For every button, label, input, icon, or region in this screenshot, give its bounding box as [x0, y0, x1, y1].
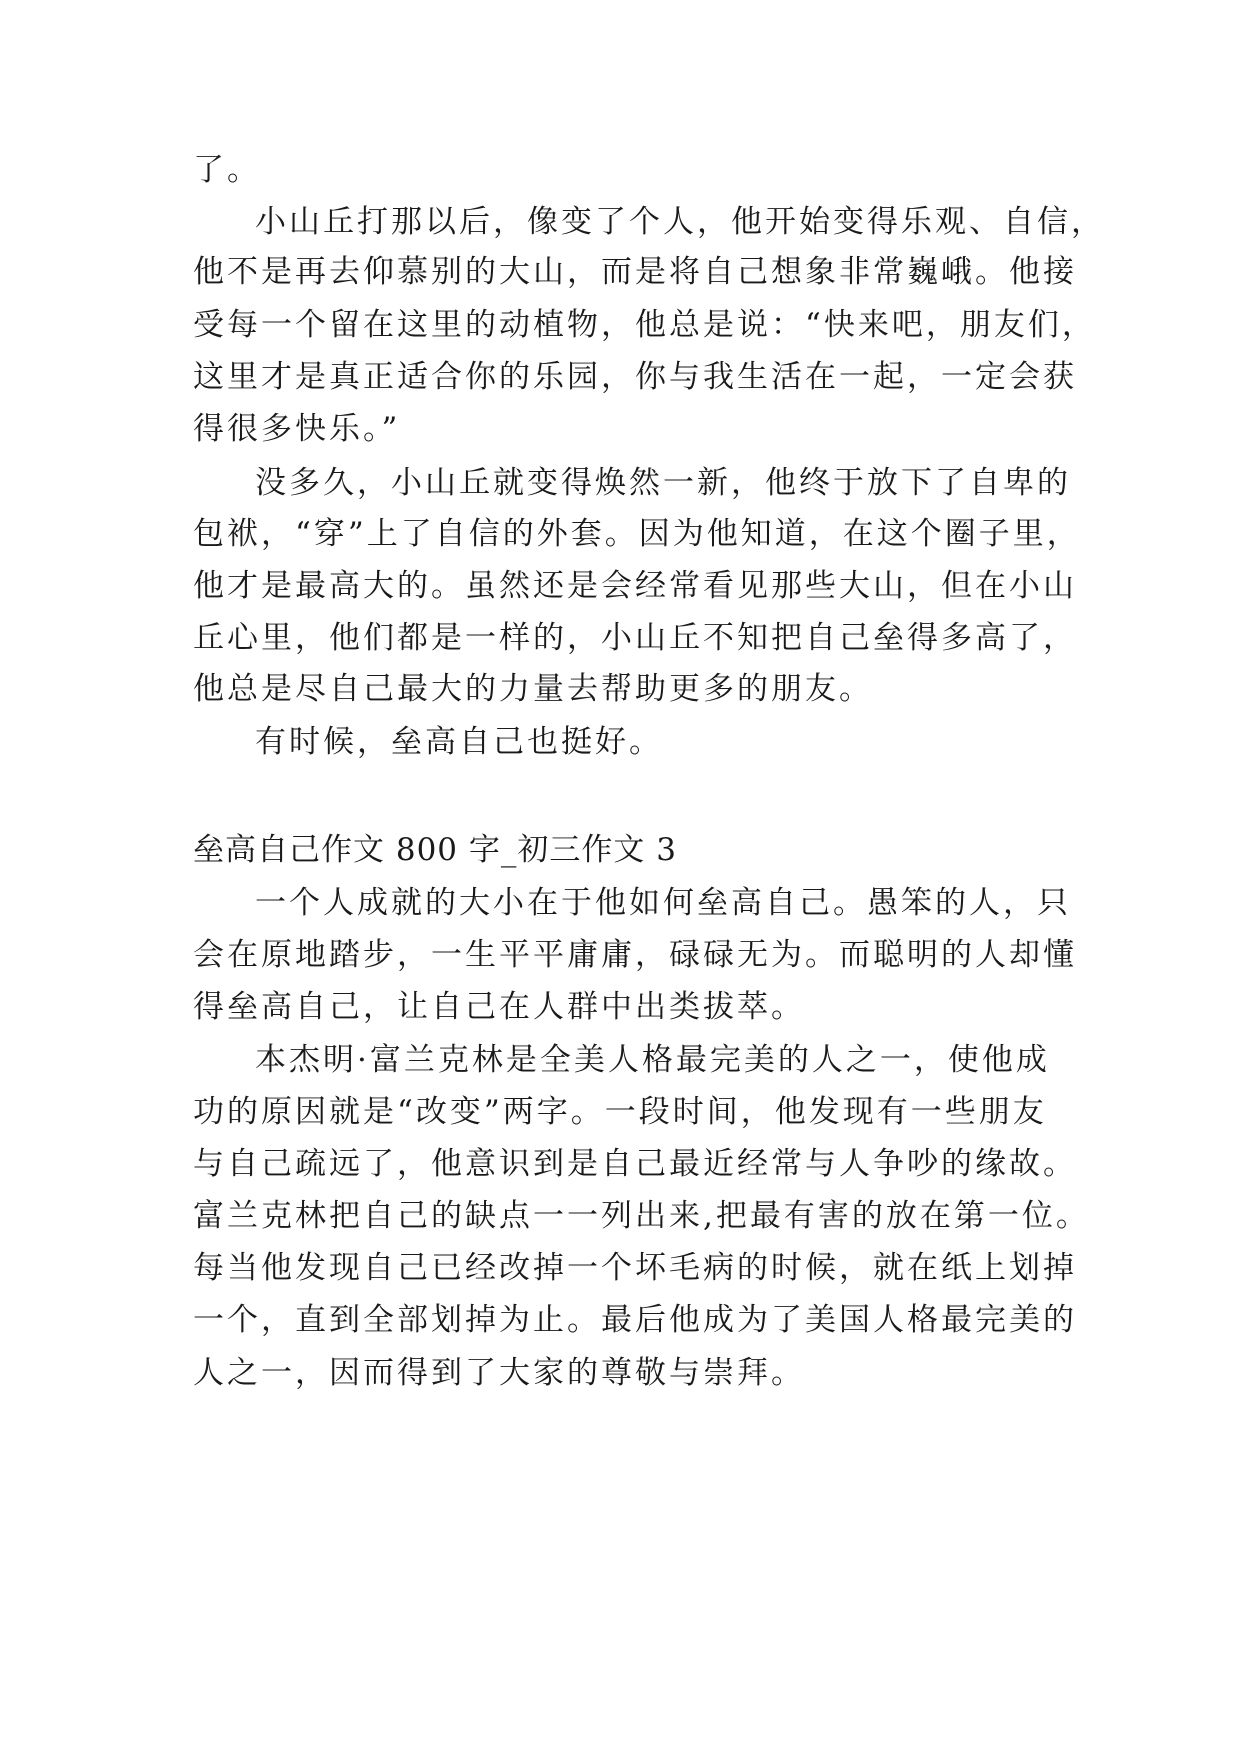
paragraph-line: 人之一，因而得到了大家的尊敬与崇拜。 [193, 1355, 805, 1391]
paragraph-line: 没多久，小山丘就变得焕然一新，他终于放下了自卑的 [255, 465, 1071, 501]
paragraph-line: 了。 [193, 152, 261, 188]
paragraph-line: 得垒高自己，让自己在人群中出类拔萃。 [193, 989, 805, 1025]
paragraph-line: 本杰明·富兰克林是全美人格最完美的人之一，使他成 [255, 1042, 1050, 1078]
paragraph-line: 每当他发现自己已经改掉一个坏毛病的时候，就在纸上划掉 [193, 1250, 1077, 1286]
paragraph-line: 他不是再去仰慕别的大山，而是将自己想象非常巍峨。他接 [193, 254, 1077, 290]
paragraph-line: 得很多快乐。” [193, 411, 401, 447]
paragraph-line: 丘心里，他们都是一样的，小山丘不知把自己垒得多高了， [193, 620, 1077, 656]
paragraph-line: 小山丘打那以后，像变了个人，他开始变得乐观、自信， [255, 204, 1105, 240]
section-heading: 垒高自己作文 800 字_初三作文 3 [193, 832, 677, 868]
paragraph-line: 一个人成就的大小在于他如何垒高自己。愚笨的人，只 [255, 885, 1071, 921]
paragraph-line: 包袱，“穿”上了自信的外套。因为他知道，在这个圈子里， [193, 516, 1081, 552]
paragraph-line: 功的原因就是“改变”两字。一段时间，他发现有一些朋友 [193, 1094, 1047, 1130]
paragraph-line: 受每一个留在这里的动植物，他总是说：“快来吧，朋友们， [193, 307, 1096, 343]
paragraph-line: 与自己疏远了，他意识到是自己最近经常与人争吵的缘故。 [193, 1146, 1077, 1182]
paragraph-line: 他总是尽自己最大的力量去帮助更多的朋友。 [193, 671, 873, 707]
paragraph-line: 他才是最高大的。虽然还是会经常看见那些大山，但在小山 [193, 568, 1077, 604]
paragraph-line: 会在原地踏步，一生平平庸庸，碌碌无为。而聪明的人却懂 [193, 937, 1077, 973]
paragraph-line: 这里才是真正适合你的乐园，你与我生活在一起，一定会获 [193, 359, 1077, 395]
paragraph-line: 一个，直到全部划掉为止。最后他成为了美国人格最完美的 [193, 1302, 1077, 1338]
paragraph-line: 富兰克林把自己的缺点一一列出来,把最有害的放在第一位。 [193, 1198, 1090, 1234]
paragraph-line: 有时候，垒高自己也挺好。 [255, 724, 663, 760]
